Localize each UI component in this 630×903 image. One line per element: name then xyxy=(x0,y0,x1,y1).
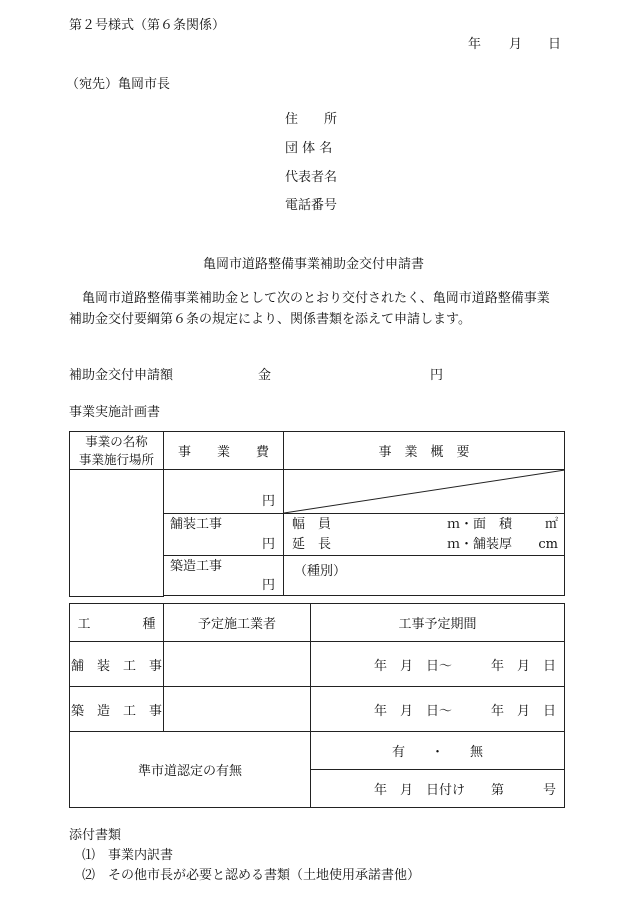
yes-no-cell: 有 ・ 無 xyxy=(311,732,565,770)
kousyu-header: 工 種 xyxy=(70,604,164,642)
row-construct-label: 築 造 工 事 xyxy=(70,687,164,732)
plan-table xyxy=(69,431,565,597)
construct-summary-cell: （種別） xyxy=(284,556,565,596)
contractor-header: 予定施工業者 xyxy=(164,604,311,642)
paving-cost-cell: 舗装工事 円 xyxy=(164,514,284,556)
paving-period-cell: 年 月 日～ 年 月 日 xyxy=(311,642,565,687)
col-cost-header: 事 業 費 xyxy=(164,432,284,470)
paving-contractor-cell xyxy=(164,642,311,687)
date-year: 年 xyxy=(468,37,482,52)
applicant-phone-label: 電話番号 xyxy=(285,198,338,213)
amount-yen: 円 xyxy=(430,368,444,383)
attachment-item-1: ⑴ 事業内訳書 xyxy=(82,848,174,863)
body-line-2: 補助金交付要綱第６条の規定により、関係書類を添えて申請します。 xyxy=(69,312,471,327)
attachments-heading: 添付書類 xyxy=(69,828,122,843)
body-line-1: 亀岡市道路整備事業補助金として次のとおり交付されたく、亀岡市道路整備事業 xyxy=(69,291,550,306)
addressee: （宛先）亀岡市長 xyxy=(66,77,171,92)
paving-summary-cell: 幅 員 ｍ・面 積 ㎡ 延 長 ｍ・舗装厚 cm xyxy=(284,514,565,556)
construct-cost-cell: 築造工事 円 xyxy=(164,556,284,596)
applicant-group-label: 団 体 名 xyxy=(285,141,333,156)
applicant-rep-label: 代表者名 xyxy=(285,170,338,185)
construct-contractor-cell xyxy=(164,687,311,732)
certified-label: 準市道認定の有無 xyxy=(70,732,311,808)
plan-heading: 事業実施計画書 xyxy=(69,405,161,420)
row-paving-label: 舗 装 工 事 xyxy=(70,642,164,687)
form-number: 第２号様式（第６条関係） xyxy=(69,18,226,33)
diagonal-cell xyxy=(284,470,565,514)
name-place-cell xyxy=(70,470,164,597)
applicant-address-label: 住 所 xyxy=(285,112,338,127)
amount-kin: 金 xyxy=(258,368,272,383)
diagonal-line xyxy=(284,470,565,513)
document-title: 亀岡市道路整備事業補助金交付申請書 xyxy=(203,257,425,272)
attachment-item-2: ⑵ その他市長が必要と認める書類（土地使用承諾書他） xyxy=(82,868,421,883)
col-summary-header: 事 業 概 要 xyxy=(284,432,565,470)
date-month: 月 xyxy=(509,37,523,52)
construct-period-cell: 年 月 日～ 年 月 日 xyxy=(311,687,565,732)
date-day: 日 xyxy=(548,37,562,52)
col-name-header: 事業の名称 事業施行場所 xyxy=(70,432,164,470)
period-header: 工事予定期間 xyxy=(311,604,565,642)
amount-label: 補助金交付申請額 xyxy=(69,368,174,383)
total-cost-cell: 円 xyxy=(164,470,284,514)
certified-date-cell: 年 月 日付け 第 号 xyxy=(311,770,565,808)
schedule-table xyxy=(69,603,565,808)
